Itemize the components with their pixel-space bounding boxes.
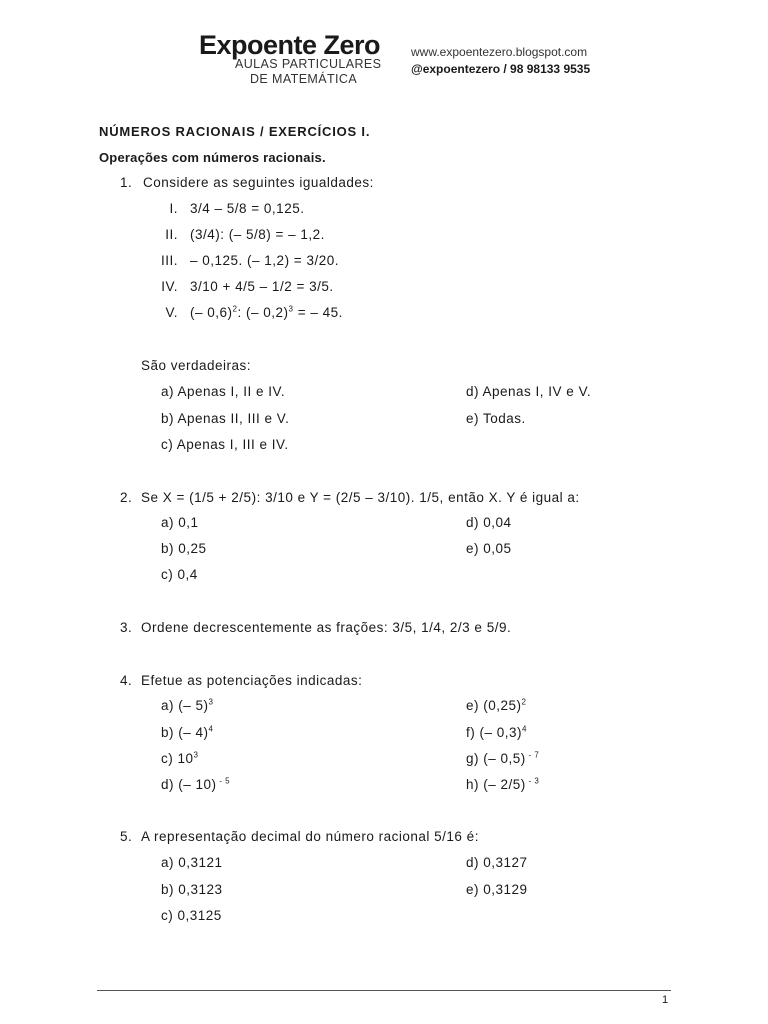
q1-statement-1: 3/4 – 5/8 = 0,125. <box>190 201 305 216</box>
q4-item-c: c) $10^3$ <box>161 750 199 766</box>
q3-number: 3. <box>120 620 133 635</box>
q1-option-d: d) Apenas I, IV e V. <box>466 384 592 399</box>
q2-option-a: a) 0,1 <box>161 515 199 530</box>
q5-number: 5. <box>120 829 133 844</box>
website-url: www.expoentezero.blogspot.com <box>411 45 588 59</box>
q1-roman-1: I. <box>169 201 178 216</box>
q4-item-g: g) (– 0,5) $^{- 7}$ <box>466 750 540 766</box>
q1-statement-3: – 0,125. (– 1,2) = 3/20. <box>190 253 339 268</box>
page-number: 1 <box>662 994 669 1006</box>
q5-option-d: d) 0,3127 <box>466 855 528 870</box>
q1-statement-2: (3/4): (– 5/8) = – 1,2. <box>190 227 325 242</box>
page-title: NÚMEROS RACIONAIS / EXERCÍCIOS I. <box>99 124 371 139</box>
q2-text: Se X = (1/5 + 2/5): 3/10 e Y = (2/5 – 3/10). 1/5, então X. Y é igual a: <box>141 490 580 505</box>
q1-text: Considere as seguintes igualdades: <box>143 175 374 190</box>
q4-item-h: h) (– 2/5) $^{- 3}$ <box>466 776 540 792</box>
q4-item-f: f) (– 0,3)$^4$ <box>466 724 527 740</box>
q4-item-a: a) (– 5)$^3$ <box>161 697 214 713</box>
q1-roman-4: IV. <box>161 279 178 294</box>
brand-tagline-line1: AULAS PARTICULARES <box>235 57 382 71</box>
q5-option-a: a) 0,3121 <box>161 855 223 870</box>
q4-item-e: e) $(0,25)^2$ <box>466 697 527 713</box>
q2-option-e: e) 0,05 <box>466 541 512 556</box>
q4-text: Efetue as potenciações indicadas: <box>141 673 363 688</box>
q1-option-c: c) Apenas I, III e IV. <box>161 437 289 452</box>
q2-number: 2. <box>120 490 133 505</box>
contact-info: @expoentezero / 98 98133 9535 <box>411 62 591 76</box>
q1-option-e: e) Todas. <box>466 411 526 426</box>
q2-option-b: b) 0,25 <box>161 541 207 556</box>
brand-logo-text: Expoente Zero <box>199 30 381 60</box>
q4-number: 4. <box>120 673 133 688</box>
q4-item-b: b) (– 4)$^4$ <box>161 724 214 740</box>
q1-number: 1. <box>120 175 133 190</box>
q1-option-b: b) Apenas II, III e V. <box>161 411 290 426</box>
q1-prompt: São verdadeiras: <box>141 358 252 373</box>
q1-option-a: a) Apenas I, II e IV. <box>161 384 286 399</box>
q1-statement-5: (– 0,6)$^2$: (– 0,2)$^3$ = – 45. <box>190 304 343 320</box>
q5-option-c: c) 0,3125 <box>161 908 222 923</box>
section-subtitle: Operações com números racionais. <box>99 150 326 165</box>
q1-roman-2: II. <box>165 227 178 242</box>
q5-option-b: b) 0,3123 <box>161 882 223 897</box>
q5-text: A representação decimal do número racional 5/16 é: <box>141 829 479 844</box>
q5-option-e: e) 0,3129 <box>466 882 528 897</box>
q3-text: Ordene decrescentemente as frações: 3/5, 1/4, 2/3 e 5/9. <box>141 620 512 635</box>
q4-item-d: d) (– 10) $^{- 5}$ <box>161 776 231 792</box>
footer-divider <box>97 990 671 991</box>
q2-option-c: c) 0,4 <box>161 567 198 582</box>
q1-roman-5: V. <box>165 305 178 320</box>
q2-option-d: d) 0,04 <box>466 515 512 530</box>
q1-statement-4: 3/10 + 4/5 – 1/2 = 3/5. <box>190 279 334 294</box>
brand-tagline-line2: DE MATEMÁTICA <box>250 72 358 86</box>
q1-roman-3: III. <box>160 253 178 268</box>
